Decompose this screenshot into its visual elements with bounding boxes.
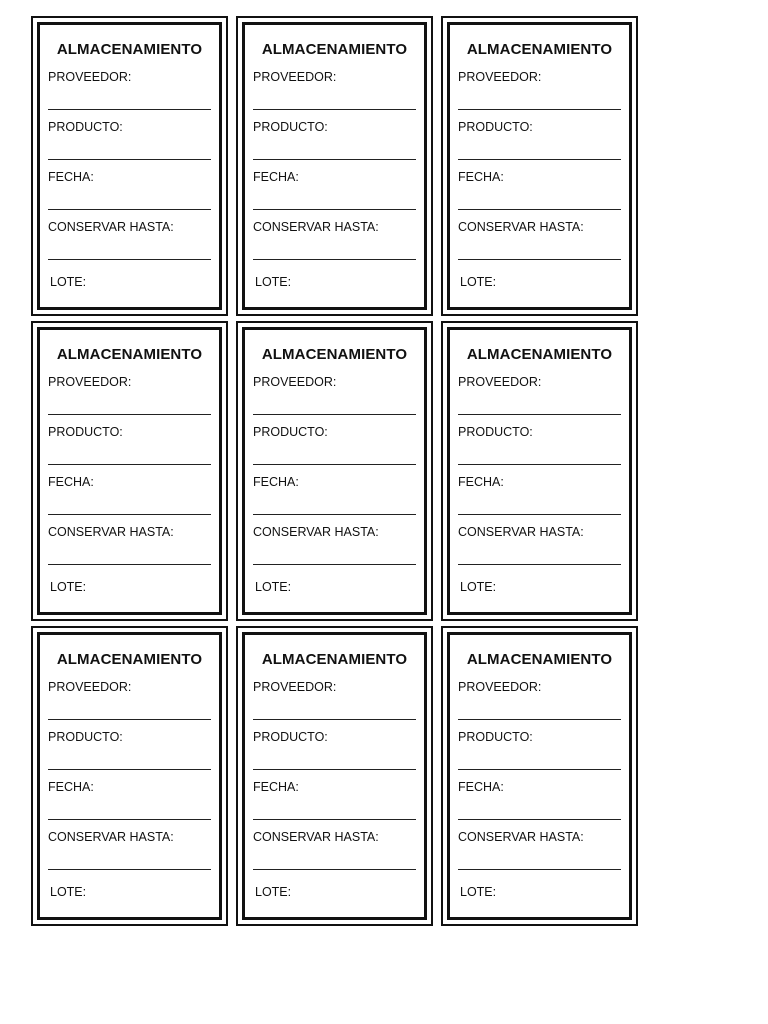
write-line (253, 259, 416, 260)
field-fecha (253, 170, 416, 220)
field-producto (458, 425, 621, 475)
field-label: FECHA: (48, 170, 94, 184)
label-inner-border (447, 327, 632, 615)
storage-label (28, 319, 231, 623)
field-label: FECHA: (458, 170, 504, 184)
field-label: PROVEEDOR: (48, 70, 132, 84)
field-label: FECHA: (253, 475, 299, 489)
write-line (253, 109, 416, 110)
field-fecha (48, 780, 211, 830)
storage-label (438, 319, 641, 623)
write-line (458, 514, 621, 515)
field-label: PROVEEDOR: (48, 680, 132, 694)
label-title: ALMACENAMIENTO (261, 41, 408, 58)
label-inner-border (37, 22, 222, 310)
label-title: ALMACENAMIENTO (56, 651, 203, 668)
field-fecha (253, 475, 416, 525)
write-line (253, 464, 416, 465)
field-label: PRODUCTO: (253, 730, 328, 744)
field-proveedor (48, 375, 211, 425)
label-sheet (28, 14, 640, 928)
label-title: ALMACENAMIENTO (261, 651, 408, 668)
label-outer-border (236, 321, 433, 621)
field-label: FECHA: (458, 780, 504, 794)
label-outer-border (236, 16, 433, 316)
field-producto (458, 120, 621, 170)
field-lote: LOTE: (50, 275, 87, 289)
field-conservar-hasta (253, 525, 416, 575)
field-label: CONSERVAR HASTA: (253, 830, 379, 844)
write-line (253, 209, 416, 210)
field-label: PRODUCTO: (48, 730, 123, 744)
label-outer-border (441, 16, 638, 316)
field-proveedor (253, 375, 416, 425)
field-proveedor (48, 70, 211, 120)
storage-label (28, 14, 231, 318)
storage-label (28, 624, 231, 928)
write-line (48, 869, 211, 870)
field-lote: LOTE: (460, 275, 497, 289)
field-label: PROVEEDOR: (458, 680, 542, 694)
write-line (48, 464, 211, 465)
label-outer-border (31, 321, 228, 621)
write-line (253, 414, 416, 415)
label-outer-border (236, 626, 433, 926)
write-line (253, 819, 416, 820)
field-conservar-hasta (253, 830, 416, 880)
field-label: PROVEEDOR: (458, 70, 542, 84)
field-label: FECHA: (458, 475, 504, 489)
field-lote: LOTE: (255, 580, 292, 594)
write-line (253, 159, 416, 160)
field-label: PRODUCTO: (253, 120, 328, 134)
storage-label (438, 624, 641, 928)
field-label: PRODUCTO: (458, 425, 533, 439)
field-label: CONSERVAR HASTA: (48, 220, 174, 234)
write-line (48, 564, 211, 565)
write-line (458, 819, 621, 820)
label-outer-border (31, 16, 228, 316)
field-proveedor (458, 680, 621, 730)
write-line (253, 514, 416, 515)
field-label: PROVEEDOR: (253, 375, 337, 389)
field-conservar-hasta (458, 830, 621, 880)
label-title: ALMACENAMIENTO (56, 346, 203, 363)
write-line (48, 414, 211, 415)
write-line (458, 109, 621, 110)
label-title: ALMACENAMIENTO (466, 346, 613, 363)
field-producto (253, 730, 416, 780)
write-line (48, 159, 211, 160)
field-fecha (458, 780, 621, 830)
write-line (458, 769, 621, 770)
field-producto (48, 120, 211, 170)
write-line (48, 514, 211, 515)
field-producto (458, 730, 621, 780)
field-label: CONSERVAR HASTA: (458, 525, 584, 539)
field-proveedor (458, 375, 621, 425)
write-line (253, 719, 416, 720)
label-outer-border (441, 321, 638, 621)
field-label: CONSERVAR HASTA: (253, 220, 379, 234)
storage-label (233, 624, 436, 928)
label-inner-border (447, 632, 632, 920)
write-line (458, 159, 621, 160)
write-line (253, 769, 416, 770)
field-fecha (253, 780, 416, 830)
field-conservar-hasta (458, 525, 621, 575)
field-conservar-hasta (458, 220, 621, 270)
label-outer-border (441, 626, 638, 926)
field-label: CONSERVAR HASTA: (458, 830, 584, 844)
field-label: CONSERVAR HASTA: (48, 525, 174, 539)
field-label: CONSERVAR HASTA: (48, 830, 174, 844)
storage-label (233, 14, 436, 318)
write-line (253, 869, 416, 870)
field-lote: LOTE: (255, 275, 292, 289)
label-title: ALMACENAMIENTO (466, 41, 613, 58)
field-label: PRODUCTO: (48, 120, 123, 134)
label-outer-border (31, 626, 228, 926)
field-fecha (458, 475, 621, 525)
storage-label (233, 319, 436, 623)
write-line (458, 564, 621, 565)
field-label: PRODUCTO: (48, 425, 123, 439)
write-line (48, 819, 211, 820)
write-line (253, 564, 416, 565)
write-line (458, 719, 621, 720)
field-label: FECHA: (48, 780, 94, 794)
label-inner-border (242, 327, 427, 615)
field-lote: LOTE: (50, 885, 87, 899)
field-producto (253, 120, 416, 170)
storage-label (438, 14, 641, 318)
write-line (458, 259, 621, 260)
write-line (48, 109, 211, 110)
write-line (458, 869, 621, 870)
field-lote: LOTE: (255, 885, 292, 899)
write-line (48, 719, 211, 720)
write-line (458, 209, 621, 210)
field-label: PRODUCTO: (458, 730, 533, 744)
field-fecha (458, 170, 621, 220)
field-fecha (48, 475, 211, 525)
field-conservar-hasta (48, 525, 211, 575)
field-producto (48, 730, 211, 780)
write-line (48, 769, 211, 770)
field-proveedor (458, 70, 621, 120)
label-inner-border (447, 22, 632, 310)
label-inner-border (37, 327, 222, 615)
field-conservar-hasta (48, 830, 211, 880)
field-label: PRODUCTO: (458, 120, 533, 134)
field-lote: LOTE: (50, 580, 87, 594)
write-line (458, 414, 621, 415)
write-line (458, 464, 621, 465)
field-proveedor (253, 680, 416, 730)
label-inner-border (37, 632, 222, 920)
field-label: PROVEEDOR: (48, 375, 132, 389)
field-label: CONSERVAR HASTA: (253, 525, 379, 539)
field-lote: LOTE: (460, 885, 497, 899)
write-line (48, 259, 211, 260)
field-lote: LOTE: (460, 580, 497, 594)
field-label: PRODUCTO: (253, 425, 328, 439)
label-title: ALMACENAMIENTO (261, 346, 408, 363)
label-title: ALMACENAMIENTO (466, 651, 613, 668)
field-producto (48, 425, 211, 475)
field-label: PROVEEDOR: (253, 680, 337, 694)
field-fecha (48, 170, 211, 220)
field-conservar-hasta (253, 220, 416, 270)
field-label: FECHA: (48, 475, 94, 489)
field-label: FECHA: (253, 170, 299, 184)
field-conservar-hasta (48, 220, 211, 270)
field-label: PROVEEDOR: (458, 375, 542, 389)
field-label: PROVEEDOR: (253, 70, 337, 84)
label-inner-border (242, 632, 427, 920)
label-title: ALMACENAMIENTO (56, 41, 203, 58)
label-inner-border (242, 22, 427, 310)
field-proveedor (253, 70, 416, 120)
field-producto (253, 425, 416, 475)
field-proveedor (48, 680, 211, 730)
field-label: CONSERVAR HASTA: (458, 220, 584, 234)
field-label: FECHA: (253, 780, 299, 794)
write-line (48, 209, 211, 210)
